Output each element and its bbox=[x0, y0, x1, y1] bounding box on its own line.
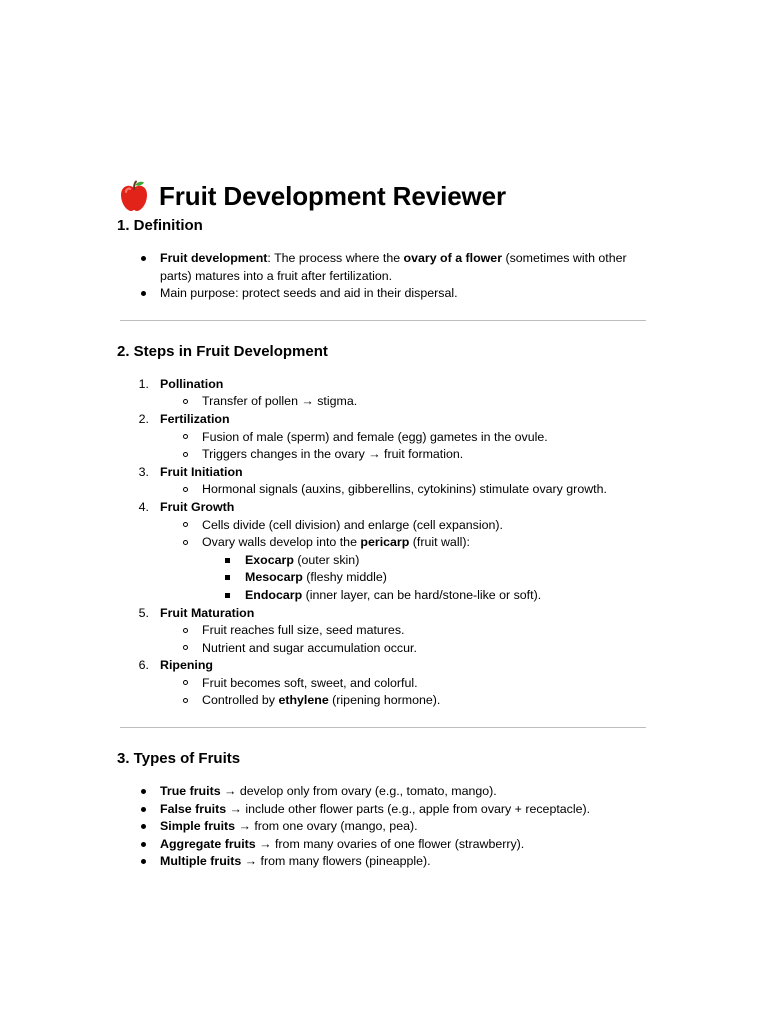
step-number: 2. bbox=[138, 411, 149, 426]
text-run: (fleshy middle) bbox=[302, 570, 387, 585]
bullet-circle bbox=[183, 487, 188, 492]
sub-item bbox=[160, 481, 649, 499]
step-item bbox=[117, 657, 649, 710]
divider bbox=[120, 727, 646, 728]
text-run: → include other flower parts (e.g., apple from ovary + receptacle). bbox=[226, 801, 591, 816]
bold-text: Simple fruits bbox=[160, 819, 236, 834]
text-run: → from many flowers (pineapple). bbox=[241, 854, 431, 869]
text-line bbox=[160, 250, 649, 268]
text-run: Hormonal signals (auxins, gibberellins, cytokinins) stimulate ovary growth. bbox=[202, 482, 607, 497]
text-run: → from many ovaries of one flower (strawberry). bbox=[255, 836, 525, 851]
text-run: Cells divide (cell division) and enlarge (cell expansion). bbox=[202, 517, 503, 532]
bullet-circle bbox=[183, 540, 188, 545]
bold-text: Exocarp bbox=[245, 552, 294, 567]
bullet-square bbox=[225, 558, 230, 563]
bullet-square bbox=[225, 593, 230, 598]
step-label: Fruit Maturation bbox=[160, 605, 255, 620]
list-item bbox=[117, 853, 649, 871]
bold-text: False fruits bbox=[160, 801, 227, 816]
definition-list bbox=[117, 250, 649, 303]
bullet-circle bbox=[183, 452, 188, 457]
sub-list bbox=[160, 675, 649, 710]
bullet-square bbox=[225, 575, 230, 580]
sub-sub-item bbox=[202, 569, 649, 587]
step-label: Fruit Growth bbox=[160, 499, 235, 514]
text-run: Fruit becomes soft, sweet, and colorful. bbox=[202, 675, 418, 690]
bullet-circle bbox=[183, 628, 188, 633]
sub-list bbox=[160, 393, 649, 411]
text-run: parts) matures into a fruit after fertilization. bbox=[160, 268, 393, 283]
step-label: Pollination bbox=[160, 376, 224, 391]
bullet-dot bbox=[141, 824, 146, 829]
sub-list bbox=[160, 517, 649, 605]
bullet-dot bbox=[141, 789, 146, 794]
list-item bbox=[117, 285, 649, 303]
bullet-dot bbox=[141, 291, 146, 296]
steps-list bbox=[117, 376, 649, 710]
text-run: Triggers changes in the ovary → fruit formation. bbox=[202, 447, 464, 462]
bullet-circle bbox=[183, 434, 188, 439]
sub-sub-item bbox=[202, 587, 649, 605]
apple-icon bbox=[117, 179, 151, 213]
sub-item bbox=[160, 675, 649, 693]
title-row bbox=[117, 176, 649, 216]
text-run: Nutrient and sugar accumulation occur. bbox=[202, 640, 417, 655]
step-item bbox=[117, 464, 649, 499]
text-run: Fruit reaches full size, seed matures. bbox=[202, 623, 405, 638]
list-item bbox=[117, 783, 649, 801]
text-run: (ripening hormone). bbox=[328, 693, 441, 708]
bold-text: Mesocarp bbox=[245, 570, 303, 585]
sub-sub-item bbox=[202, 552, 649, 570]
text-line bbox=[160, 268, 649, 286]
list-item bbox=[117, 801, 649, 819]
bullet-circle bbox=[183, 645, 188, 650]
sub-sub-list bbox=[202, 552, 649, 605]
sub-item bbox=[160, 517, 649, 535]
list-item bbox=[117, 250, 649, 285]
sub-item bbox=[160, 393, 649, 411]
bold-text: Fruit development bbox=[160, 251, 268, 265]
bold-text: True fruits bbox=[160, 784, 221, 799]
text-run: Controlled by bbox=[202, 693, 279, 708]
text-run: → from one ovary (mango, pea). bbox=[235, 819, 418, 834]
bold-text: Aggregate fruits bbox=[160, 836, 256, 851]
sub-item bbox=[160, 429, 649, 447]
bullet-circle bbox=[183, 399, 188, 404]
bold-text: Multiple fruits bbox=[160, 854, 242, 869]
text-run: (outer skin) bbox=[293, 552, 360, 567]
sub-item bbox=[160, 640, 649, 658]
sub-list bbox=[160, 622, 649, 657]
text-run: (sometimes with other bbox=[502, 251, 627, 265]
step-label: Fertilization bbox=[160, 411, 230, 426]
text-run: Main purpose: protect seeds and aid in their dispersal. bbox=[160, 286, 458, 301]
list-item bbox=[117, 818, 649, 836]
bullet-dot bbox=[141, 256, 146, 261]
text-run: Transfer of pollen → stigma. bbox=[202, 394, 358, 409]
bullet-dot bbox=[141, 859, 146, 864]
bullet-dot bbox=[141, 842, 146, 847]
bold-text: ovary of a flower bbox=[403, 251, 503, 265]
section-heading: 2. Steps in Fruit Development bbox=[117, 342, 328, 360]
section-heading: 3. Types of Fruits bbox=[117, 750, 241, 768]
text-run: (fruit wall): bbox=[409, 535, 470, 550]
step-item bbox=[117, 605, 649, 658]
bullet-circle bbox=[183, 698, 188, 703]
list-item bbox=[117, 836, 649, 854]
bullet-dot bbox=[141, 807, 146, 812]
step-label: Ripening bbox=[160, 658, 213, 673]
sub-list bbox=[160, 429, 649, 464]
step-number: 5. bbox=[138, 605, 149, 620]
step-number: 3. bbox=[138, 464, 149, 479]
text-run: : The process where the bbox=[267, 251, 404, 265]
document bbox=[117, 176, 649, 871]
sub-item bbox=[160, 534, 649, 604]
section-heading: 1. Definition bbox=[117, 217, 203, 234]
step-number: 4. bbox=[138, 499, 149, 514]
divider bbox=[120, 320, 646, 321]
text-run: Ovary walls develop into the bbox=[202, 535, 361, 550]
step-item bbox=[117, 411, 649, 464]
sub-list bbox=[160, 481, 649, 499]
sub-item bbox=[160, 692, 649, 710]
fruit-types-list bbox=[117, 783, 649, 871]
bold-text: ethylene bbox=[278, 693, 329, 708]
text-run: (inner layer, can be hard/stone-like or soft). bbox=[302, 587, 542, 602]
step-label: Fruit Initiation bbox=[160, 464, 243, 479]
page-title: Fruit Development Reviewer bbox=[159, 181, 507, 211]
sub-item bbox=[160, 622, 649, 640]
text-run: → develop only from ovary (e.g., tomato, mango). bbox=[220, 784, 497, 799]
step-number: 1. bbox=[138, 376, 149, 391]
bullet-circle bbox=[183, 522, 188, 527]
step-item bbox=[117, 376, 649, 411]
step-item bbox=[117, 499, 649, 605]
step-number: 6. bbox=[138, 658, 149, 673]
bold-text: pericarp bbox=[360, 535, 410, 550]
text-line bbox=[160, 285, 649, 303]
bold-text: Endocarp bbox=[245, 587, 303, 602]
text-run: Fusion of male (sperm) and female (egg) gametes in the ovule. bbox=[202, 429, 548, 444]
sub-item bbox=[160, 446, 649, 464]
bullet-circle bbox=[183, 680, 188, 685]
